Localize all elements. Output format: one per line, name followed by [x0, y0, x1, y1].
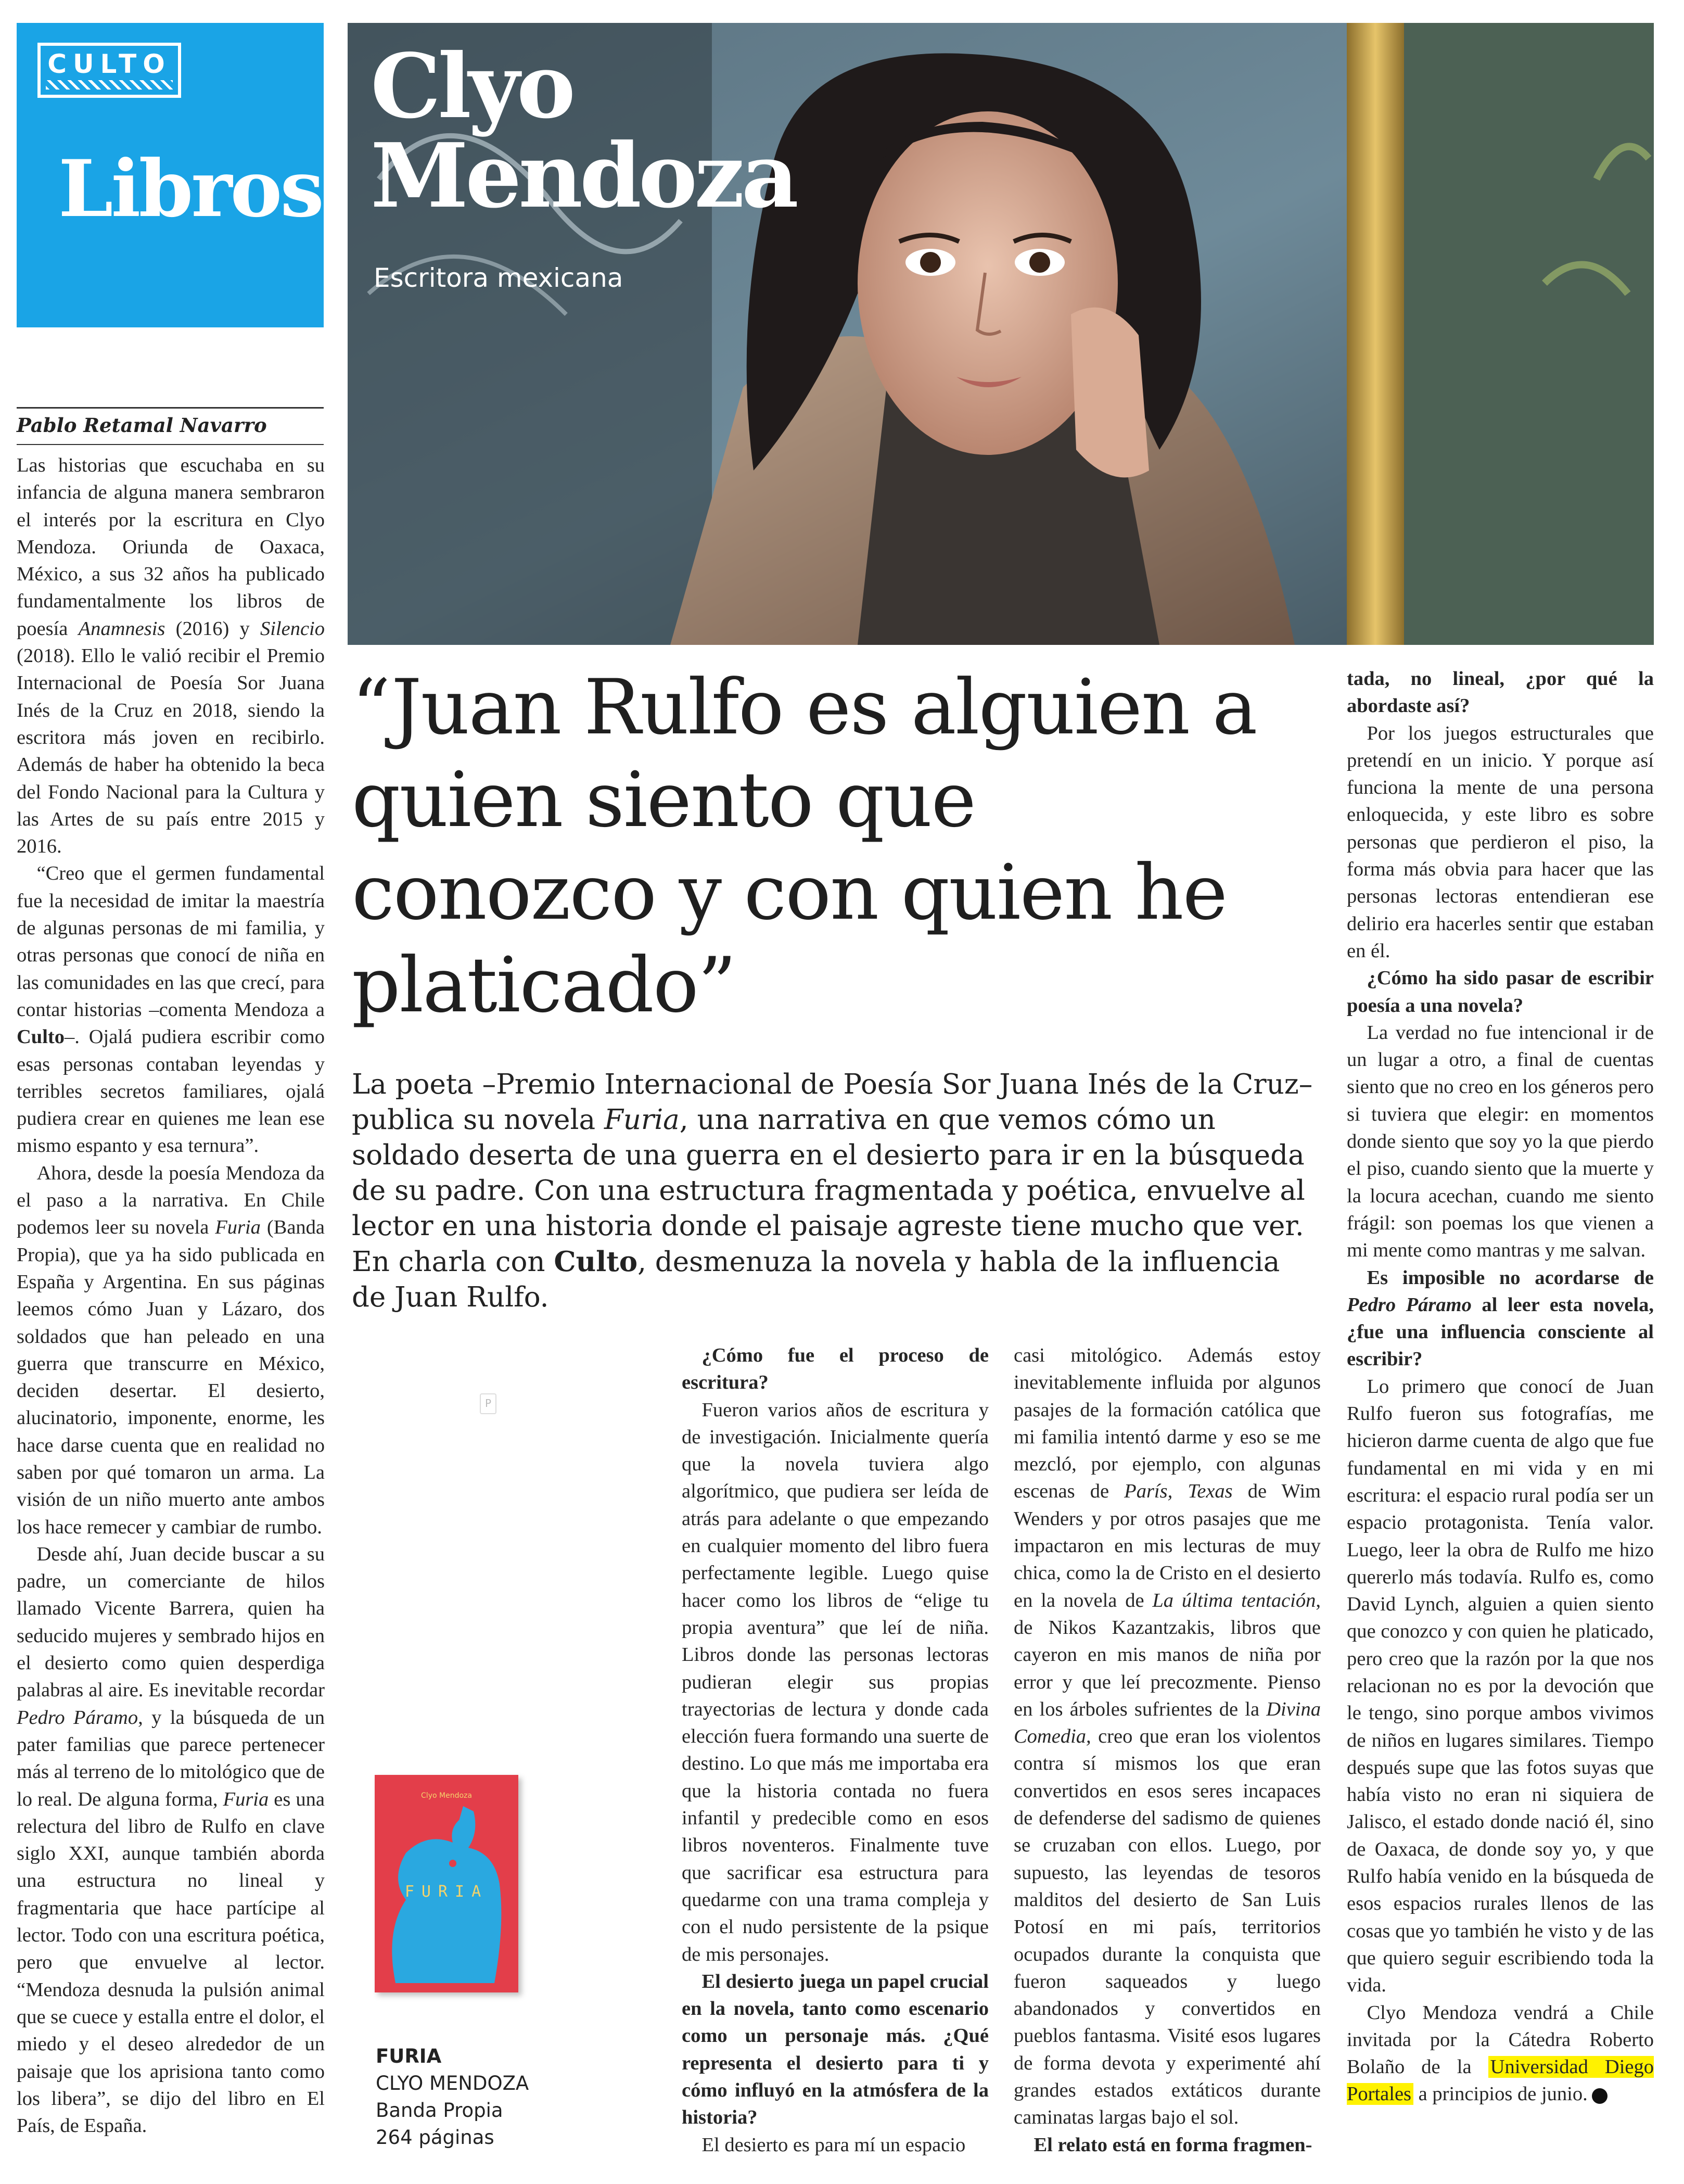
interview-question: Es imposible no acordarse de Pedro Páramo al leer esta novela, ¿fue una influencia consciente al escribir? [1347, 1266, 1654, 1370]
interview-question: El relato está en forma fragmen- [1034, 2134, 1312, 2156]
article-column-2 [682, 1342, 989, 2158]
paragraph: “Creo que el germen fundamental fue la necesidad de imitar la maestría de algunas personas de mi familia, y otras personas que conocí de niña en las comunidades en las que crecí, para contar historias –comenta Mendoza a Culto–. Ojalá pudiera escribir como esas personas contaban leyendas y terribles secretos familiares, ojalá pudiera crear en quienes me lean ese mismo espanto y esa ternura”. [17, 862, 325, 1157]
page-marker-icon: P [480, 1393, 496, 1414]
highlighted-university: Universidad Diego Portales [1347, 2056, 1654, 2105]
book-caption-pages: 264 páginas [376, 2126, 494, 2149]
person-subtitle: Escritora mexicana [374, 263, 623, 293]
closing-paragraph: Clyo Mendoza vendrá a Chile invitada por la Cátedra Roberto Bolaño de la Universidad Diego Portales a principios de junio. [1347, 2001, 1654, 2105]
interview-answer: El desierto es para mí un espacio [701, 2134, 966, 2156]
interview-answer: casi mitológico. Además estoy inevitablemente influida por algunos pasajes de la formación católica que mi familia intentó darme y eso se me mezcló, por ejemplo, con algunas escenas de París, Texas de Wim Wenders y por otros pasajes que me impactaron en mis lecturas de muy chica, como la de Cristo en el desierto en la novela de La última tentación, de Nikos Kazantzakis, libros que cayeron en mis manos de niña por error y que leí precozmente. Pienso en los árboles sufrientes de la Divina Comedia, creo que eran los violentos contra sí mismos los que eran convertidos en esos seres incapaces de defenderse del sadismo de quienes se cruzaban con ellos. Luego, por supuesto, las leyendas de tesoros malditos del desierto de San Luis Potosí en mi país, territorios ocupados durante la conquista que fueron saqueados y luego abandonados y convertidos en pueblos fantasma. Visité esos lugares de forma devota y experimenté ahí grandes estados extáticos durante caminatas largas bajo el sol. [1014, 1344, 1321, 2129]
end-mark-icon [1592, 2088, 1608, 2104]
book-cover-art [375, 1775, 518, 1992]
paragraph: Desde ahí, Juan decide buscar a su padre, un comerciante de hilos llamado Vicente Barrera, quien ha seducido mujeres y sembrado hijos en el desierto como quien desperdiga palabras al aire. Es inevitable recordar Pedro Páramo, y la búsqueda de un pater familias que parece pertenecer más al terreno de lo mitológico que de lo real. De alguna forma, Furia es una relectura del libro de Rulfo en clave siglo XXI, aunque también aborda una estructura no lineal y fragmentaria que hace partícipe al lector. Todo con una escritura poética, pero que envuelve al lector. “Mendoza desnuda la pulsión animal que se cuece y estalla entre el dolor, el miedo y el deseo alrededor de un paisaje que los aprisiona tanto como los libera”, se dijo del libro en El País, de España. [17, 1543, 325, 2137]
paragraph: Las historias que escuchaba en su infancia de alguna manera sembraron el interés por la escritura en Clyo Mendoza. Oriunda de Oaxaca, México, a sus 32 años ha publicado fundamentalmente los libros de poesía Anamnesis (2016) y Silencio (2018). Ello le valió recibir el Premio Internacional de Poesía Sor Juana Inés de la Cruz en 2018, siendo la escritora más joven en recibirlo. Además de haber ha obtenido la beca del Fondo Nacional para la Cultura y las Artes de su país entre 2015 y 2016. [17, 454, 325, 858]
book-cover-title: FURIA [404, 1883, 489, 1901]
article-lead: La poeta –Premio Internacional de Poesía Sor Juana Inés de la Cruz– publica su novela Furia, una narrativa en que vemos cómo un soldado deserta de una guerra en el desierto para ir en la búsqueda de su padre. Con una estructura fragmentada y poética, envuelve al lector en una historia donde el paisaje agreste tiene mucho que ver. En charla con Culto, desmenuza la novela y habla de la influencia de Juan Rulfo. [352, 1069, 1313, 1313]
article-column-3 [1014, 1342, 1321, 2158]
book-cover [375, 1775, 518, 1992]
book-cover-author: Clyo Mendoza [421, 1792, 472, 1800]
book-caption [376, 2043, 529, 2151]
interview-answer: La verdad no fue intencional ir de un lugar a otro, a final de cuentas siento que no creo en los géneros pero si tuviera que elegir: en momentos donde siento que soy yo la que pierdo el piso, cuando siento que la muerte y la locura acechan, cuando me siento frágil: son poemas los que vienen a mi mente como mantras y me salvan. [1347, 1021, 1654, 1262]
book-caption-author: CLYO MENDOZA [376, 2072, 529, 2094]
person-name-title [371, 34, 796, 228]
section-title: Libros [58, 143, 322, 235]
interview-question: tada, no lineal, ¿por qué la abordaste así? [1347, 668, 1654, 717]
interview-answer: Fueron varios años de escritura y de investigación. Inicialmente quería que la novela tuviera algo algorítmico, que pudiera ser leída de atrás para adelante o que empezando en cualquier momento del libro fuera perfectamente legible. Luego quise hacer como los libros de “elige tu propia aventura” que leí de niña. Libros donde las personas lectoras pudieran elegir sus propias trayectorias de lectura y donde cada elección fuera formando una suerte de destino. Lo que más me importaba era que la historia contada no fuera infantil y predecible como en esos libros noventeros. Finalmente tuve que sacrificar esa estructura para quedarme con una trama compleja y con el nudo persistente de la psique de mis personajes. [682, 1399, 989, 1965]
book-caption-publisher: Banda Propia [376, 2099, 503, 2122]
culto-logo-stripe [46, 80, 173, 90]
person-name-line2: Mendoza [371, 124, 796, 228]
interview-question: ¿Cómo ha sido pasar de escribir poesía a una novela? [1347, 967, 1654, 1017]
person-name-line1: Clyo [371, 34, 573, 138]
byline-bottom-rule [17, 444, 324, 445]
book-caption-title: FURIA [376, 2045, 442, 2067]
culto-logo [37, 43, 181, 98]
byline-author: Pablo Retamal Navarro [17, 414, 267, 437]
interview-answer: Lo primero que conocí de Juan Rulfo fueron sus fotografías, me hicieron darme cuenta de algo que fue fundamental en mi vida y en mi escritura: el espacio rural podía ser un espacio protagonista. Tenía valor. Luego, leer la obra de Rulfo me hizo quererlo más todavía. Rulfo es, como David Lynch, alguien a quien siento que conozco y con quien he platicado, pero creo que la razón por la que nos relacionan no es por la devoción que le tengo, sino porque ambos vivimos de niños en lugares similares. Tiempo después supe que las fotos suyas que había visto no eran ni siquiera de Jalisco, el estado donde nació él, sino de Oaxaca, de donde soy yo, y que Rulfo había venido en la búsqueda de esos espacios rurales llenos de las cosas que yo también he visto y de las que quiero seguir escribiendo toda la vida. [1347, 1375, 1654, 1997]
byline-block [17, 407, 324, 445]
culto-logo-text: CULTO [47, 49, 171, 79]
article-column-4 [1347, 665, 1654, 2108]
interview-answer: Por los juegos estructurales que pretendí en un inicio. Y porque así funciona la mente de una persona enloquecida, y este libro es sobre personas que perdieron el piso, la forma más obvia para hacer que las personas lectoras entendieran ese delirio era hacerles sentir que estaban en él. [1347, 722, 1654, 962]
article-column-1 [17, 452, 325, 2139]
interview-question: El desierto juega un papel crucial en la novela, tanto como escenario como un personaje más. ¿Qué representa el desierto para ti y cómo influyó en la atmósfera de la historia? [682, 1970, 989, 2129]
paragraph: Ahora, desde la poesía Mendoza da el paso a la narrativa. En Chile podemos leer su novela Furia (Banda Propia), que ya ha sido publicada en España y Argentina. En sus páginas leemos cómo Juan y Lázaro, dos soldados que han peleado en una guerra que transcurre en México, deciden desertar. El desierto, alucinatorio, imponente, enorme, les hace darse cuenta que en realidad no saben por qué tomaron un arma. La visión de un niño muerto ante ambos los hace remecer y cambiar de rumbo. [17, 1162, 325, 1538]
interview-question: ¿Cómo fue el proceso de escritura? [682, 1344, 989, 1394]
article-headline: “Juan Rulfo es alguien a quien siento que conozco y con quien he platicado” [352, 663, 1257, 1030]
